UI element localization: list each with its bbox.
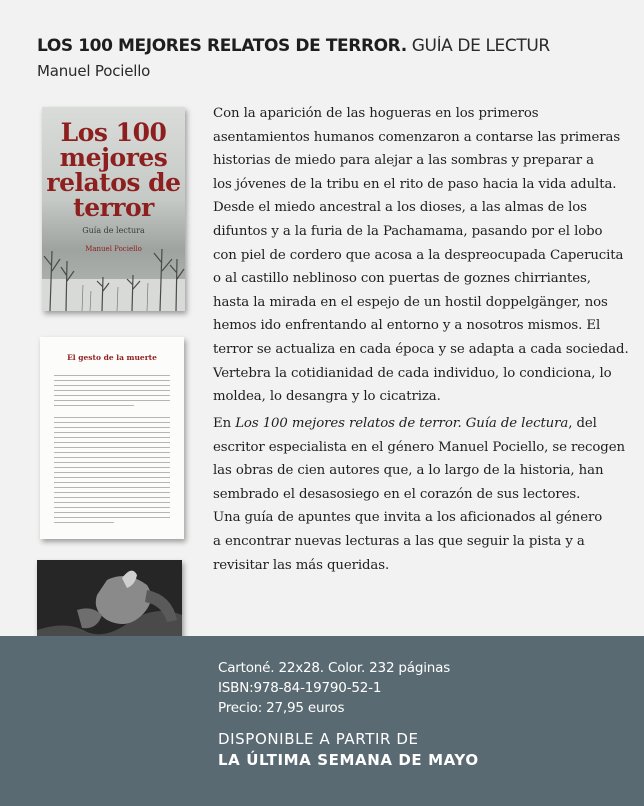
book-author: Manuel Pociello [37,62,151,80]
cover-subtitle: Guía de lectura [82,226,145,235]
isbn: ISBN:978-84-19790-52-1 [218,680,382,696]
availability-label: DISPONIBLE A PARTIR DE [218,730,419,748]
book-title-italic: Los 100 mejores relatos de terror. Guía de lectura [235,416,569,431]
format-specs: Cartoné. 22x28. Color. 232 páginas [218,660,451,676]
description-paragraph-1: Con la aparición de las hogueras en los primeros asentamientos humanos comenzaron a contarse las primeras historias de miedo para alejar a las sombras y preparar a los jóvenes de la tribu en el rito de paso hacia la vida adulta. Desde el miedo ancestral a los dioses, a las almas de los difuntos y a la furia de la Pachamama, pasando por el lobo con piel de cordero que acosa a la despreocupada Caperucita o al castillo neblinoso con puertas de goznes chirriantes, hasta la mirada en el espejo de un hostil doppelgänger, nos hemos ido enfrentando al entorno y a nosotros mismos. El terror se actualiza en cada época y se adapta a cada sociedad. Vertebra la cotidianidad de cada individuo, lo condiciona, lo moldea, lo desangra y lo cicatriza. [213,106,629,405]
price: Precio: 27,95 euros [218,700,345,716]
sample-page-title: El gesto de la muerte [67,353,157,362]
book-cover-image [42,107,185,311]
book-title-subtitle: GUÍA DE LECTUR [406,36,550,56]
book-title-main: LOS 100 MEJORES RELATOS DE TERROR. [37,36,407,56]
book-title [37,36,637,56]
interior-page-sample [40,337,184,539]
description-paragraph-2: En Los 100 mejores relatos de terror. Guía de lectura, del escritor especialista en el género Manuel Pociello, se recogen las obras de cien autores que, a lo largo de la historia, han sembrado el desasosiego en el corazón de sus lectores. Una guía de apuntes que invita a los aficionados al género a encontrar nuevas lecturas a las que seguir la pista y a revisitar las más queridas. [213,416,625,573]
cover-title: Los 100 mejores relatos de terror [46,118,181,222]
availability-date: LA ÚLTIMA SEMANA DE MAYO [218,751,479,769]
cover-author: Manuel Pociello [85,245,142,253]
